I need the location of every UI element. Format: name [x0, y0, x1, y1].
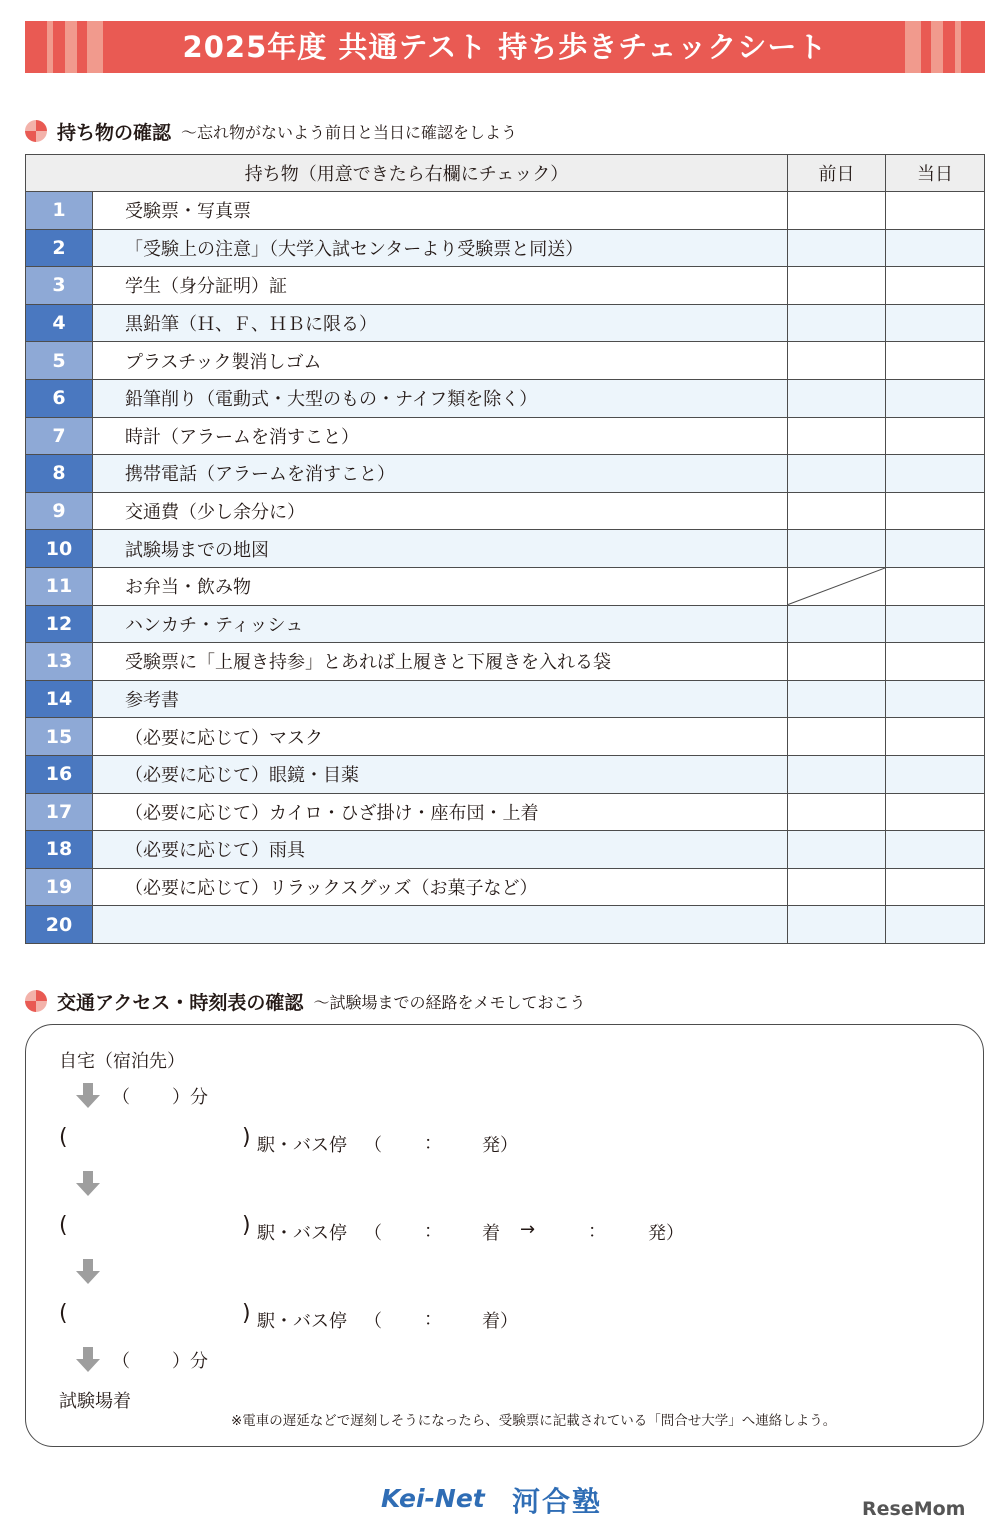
- time-close: ）: [666, 1223, 684, 1244]
- day-before-checkbox[interactable]: [788, 342, 886, 380]
- table-row: [26, 379, 985, 417]
- table-row: [26, 643, 985, 681]
- route-heading: [25, 986, 585, 1016]
- day-of-checkbox[interactable]: [886, 643, 985, 681]
- station-label: 駅・バス停: [257, 1311, 347, 1332]
- route-subtitle: ～試験場までの経路をメモしておこう: [313, 992, 586, 1012]
- row-number: 10: [26, 530, 93, 568]
- row-item: 黒鉛筆（Ｈ、Ｆ、ＨＢに限る）: [93, 304, 788, 342]
- day-of-checkbox[interactable]: [886, 567, 985, 605]
- day-before-checkbox[interactable]: [788, 192, 886, 230]
- row-item: お弁当・飲み物: [93, 567, 788, 605]
- route-title: 交通アクセス・時刻表の確認: [57, 991, 304, 1014]
- day-of-checkbox[interactable]: [886, 718, 985, 756]
- time-open: （: [364, 1135, 382, 1156]
- day-before-checkbox[interactable]: [788, 755, 886, 793]
- station-label: 駅・バス停: [257, 1223, 347, 1244]
- day-of-checkbox[interactable]: [886, 868, 985, 906]
- time-colon: ：: [588, 1221, 606, 1242]
- row-item: 受験票に「上履き持参」とあれば上履きと下履きを入れる袋: [93, 643, 788, 681]
- row-item: プラスチック製消しゴム: [93, 342, 788, 380]
- day-of-checkbox[interactable]: [886, 417, 985, 455]
- row-number: 15: [26, 718, 93, 756]
- station-paren-close: ): [242, 1213, 251, 1238]
- table-row: [26, 455, 985, 493]
- row-number: 18: [26, 831, 93, 869]
- route-start: 自宅（宿泊先）: [59, 1051, 185, 1072]
- station-paren-open: (: [59, 1301, 68, 1326]
- row-item: 時計（アラームを消すこと）: [93, 417, 788, 455]
- column-header-day-before: 前日: [788, 155, 886, 192]
- row-number: 2: [26, 229, 93, 267]
- day-of-checkbox[interactable]: [886, 455, 985, 493]
- row-item: 試験場までの地図: [93, 530, 788, 568]
- row-number: 4: [26, 304, 93, 342]
- row-item: 受験票・写真票: [93, 192, 788, 230]
- row-number: 11: [26, 567, 93, 605]
- table-row: [26, 342, 985, 380]
- section-marker-icon: [25, 120, 47, 142]
- row-item: （必要に応じて）カイロ・ひざ掛け・座布団・上着: [93, 793, 788, 831]
- table-row: [26, 567, 985, 605]
- column-header-item: 持ち物（用意できたら右欄にチェック）: [26, 155, 788, 192]
- day-before-checkbox[interactable]: [788, 680, 886, 718]
- table-row: [26, 492, 985, 530]
- day-of-checkbox[interactable]: [886, 342, 985, 380]
- arrive-label: 着: [482, 1223, 500, 1244]
- time-colon: ：: [424, 1221, 442, 1242]
- time-close: ）: [500, 1311, 518, 1332]
- day-of-checkbox[interactable]: [886, 906, 985, 944]
- day-of-checkbox[interactable]: [886, 304, 985, 342]
- row-number: 20: [26, 906, 93, 944]
- day-of-checkbox[interactable]: [886, 530, 985, 568]
- day-of-checkbox[interactable]: [886, 229, 985, 267]
- row-item: 鉛筆削り（電動式・大型のもの・ナイフ類を除く）: [93, 379, 788, 417]
- checklist-heading: [25, 116, 517, 146]
- time-open: （: [364, 1223, 382, 1244]
- station-paren-close: ): [242, 1301, 251, 1326]
- table-row: [26, 718, 985, 756]
- day-before-checkbox: [788, 567, 886, 605]
- day-before-checkbox[interactable]: [788, 455, 886, 493]
- day-before-checkbox[interactable]: [788, 793, 886, 831]
- table-row: [26, 192, 985, 230]
- down-arrow-icon: [74, 1257, 102, 1285]
- table-row: [26, 831, 985, 869]
- station-paren-close: ): [242, 1125, 251, 1150]
- day-before-checkbox[interactable]: [788, 868, 886, 906]
- day-before-checkbox[interactable]: [788, 417, 886, 455]
- day-of-checkbox[interactable]: [886, 492, 985, 530]
- day-of-checkbox[interactable]: [886, 192, 985, 230]
- resemom-logo: ReseMom: [862, 1498, 966, 1520]
- row-item: ハンカチ・ティッシュ: [93, 605, 788, 643]
- row-number: 12: [26, 605, 93, 643]
- day-of-checkbox[interactable]: [886, 605, 985, 643]
- row-number: 14: [26, 680, 93, 718]
- table-row: [26, 229, 985, 267]
- depart-label: 発: [648, 1223, 666, 1244]
- row-number: 8: [26, 455, 93, 493]
- row-number: 6: [26, 379, 93, 417]
- arrive-label: 着: [482, 1311, 500, 1332]
- day-before-checkbox[interactable]: [788, 906, 886, 944]
- day-of-checkbox[interactable]: [886, 831, 985, 869]
- row-item: （必要に応じて）眼鏡・目薬: [93, 755, 788, 793]
- day-before-checkbox[interactable]: [788, 304, 886, 342]
- kawaijuku-logo: 河合塾: [512, 1485, 603, 1518]
- keinet-logo: Kei-Net: [381, 1484, 485, 1513]
- row-number: 5: [26, 342, 93, 380]
- row-item: （必要に応じて）マスク: [93, 718, 788, 756]
- day-before-checkbox[interactable]: [788, 605, 886, 643]
- depart-label: 発: [482, 1135, 500, 1156]
- day-before-checkbox[interactable]: [788, 530, 886, 568]
- station-paren-open: (: [59, 1213, 68, 1238]
- time-colon: ：: [424, 1133, 442, 1154]
- row-item: 交通費（少し余分に）: [93, 492, 788, 530]
- checklist-table: [25, 154, 985, 944]
- row-number: 7: [26, 417, 93, 455]
- column-header-day-of: 当日: [886, 155, 985, 192]
- row-number: 17: [26, 793, 93, 831]
- day-of-checkbox[interactable]: [886, 793, 985, 831]
- table-row: [26, 906, 985, 944]
- day-of-checkbox[interactable]: [886, 680, 985, 718]
- time-open: （: [364, 1311, 382, 1332]
- transfer-arrow: →: [520, 1219, 536, 1240]
- row-number: 19: [26, 868, 93, 906]
- row-number: 13: [26, 643, 93, 681]
- table-row: [26, 755, 985, 793]
- station-label: 駅・バス停: [257, 1135, 347, 1156]
- table-row: [26, 868, 985, 906]
- day-of-checkbox[interactable]: [886, 267, 985, 305]
- day-before-checkbox[interactable]: [788, 267, 886, 305]
- row-item: 学生（身分証明）証: [93, 267, 788, 305]
- row-item: 参考書: [93, 680, 788, 718]
- minutes-close: ）分: [172, 1351, 208, 1372]
- row-number: 16: [26, 755, 93, 793]
- row-item: 「受験上の注意」（大学入試センターより受験票と同送）: [93, 229, 788, 267]
- minutes-open: （: [112, 1351, 130, 1372]
- row-number: 1: [26, 192, 93, 230]
- day-before-checkbox[interactable]: [788, 718, 886, 756]
- checklist-title: 持ち物の確認: [57, 121, 172, 144]
- minutes-open: （: [112, 1087, 130, 1108]
- table-row: [26, 793, 985, 831]
- page-title: 2025年度 共通テスト 持ち歩きチェックシート: [182, 30, 828, 64]
- not-applicable-slash: [788, 568, 885, 605]
- day-before-checkbox[interactable]: [788, 831, 886, 869]
- table-row: [26, 605, 985, 643]
- down-arrow-icon: [74, 1081, 102, 1109]
- route-memo-box: [25, 1024, 984, 1447]
- table-row: [26, 680, 985, 718]
- table-row: [26, 304, 985, 342]
- day-of-checkbox[interactable]: [886, 755, 985, 793]
- station-paren-open: (: [59, 1125, 68, 1150]
- minutes-close: ）分: [172, 1087, 208, 1108]
- row-item: （必要に応じて）リラックスグッズ（お菓子など）: [93, 868, 788, 906]
- row-item: [93, 906, 788, 944]
- time-close: ）: [500, 1135, 518, 1156]
- down-arrow-icon: [74, 1169, 102, 1197]
- table-row: [26, 530, 985, 568]
- checklist-subtitle: ～忘れ物がないよう前日と当日に確認をしよう: [181, 122, 518, 142]
- route-end: 試験場着: [59, 1391, 131, 1412]
- time-colon: ：: [424, 1309, 442, 1330]
- day-before-checkbox[interactable]: [788, 379, 886, 417]
- table-row: [26, 267, 985, 305]
- table-row: [26, 417, 985, 455]
- header-banner: [25, 21, 985, 73]
- section-marker-icon: [25, 990, 47, 1012]
- day-before-checkbox[interactable]: [788, 643, 886, 681]
- day-of-checkbox[interactable]: [886, 379, 985, 417]
- table-header-row: [26, 155, 985, 192]
- day-before-checkbox[interactable]: [788, 492, 886, 530]
- delay-note: ※電車の遅延などで遅刻しそうになったら、受験票に記載されている「問合せ大学」へ連絡しよう。: [231, 1413, 837, 1429]
- down-arrow-icon: [74, 1345, 102, 1373]
- day-before-checkbox[interactable]: [788, 229, 886, 267]
- row-number: 9: [26, 492, 93, 530]
- row-item: 携帯電話（アラームを消すこと）: [93, 455, 788, 493]
- row-item: （必要に応じて）雨具: [93, 831, 788, 869]
- row-number: 3: [26, 267, 93, 305]
- checklist-body: [26, 192, 985, 944]
